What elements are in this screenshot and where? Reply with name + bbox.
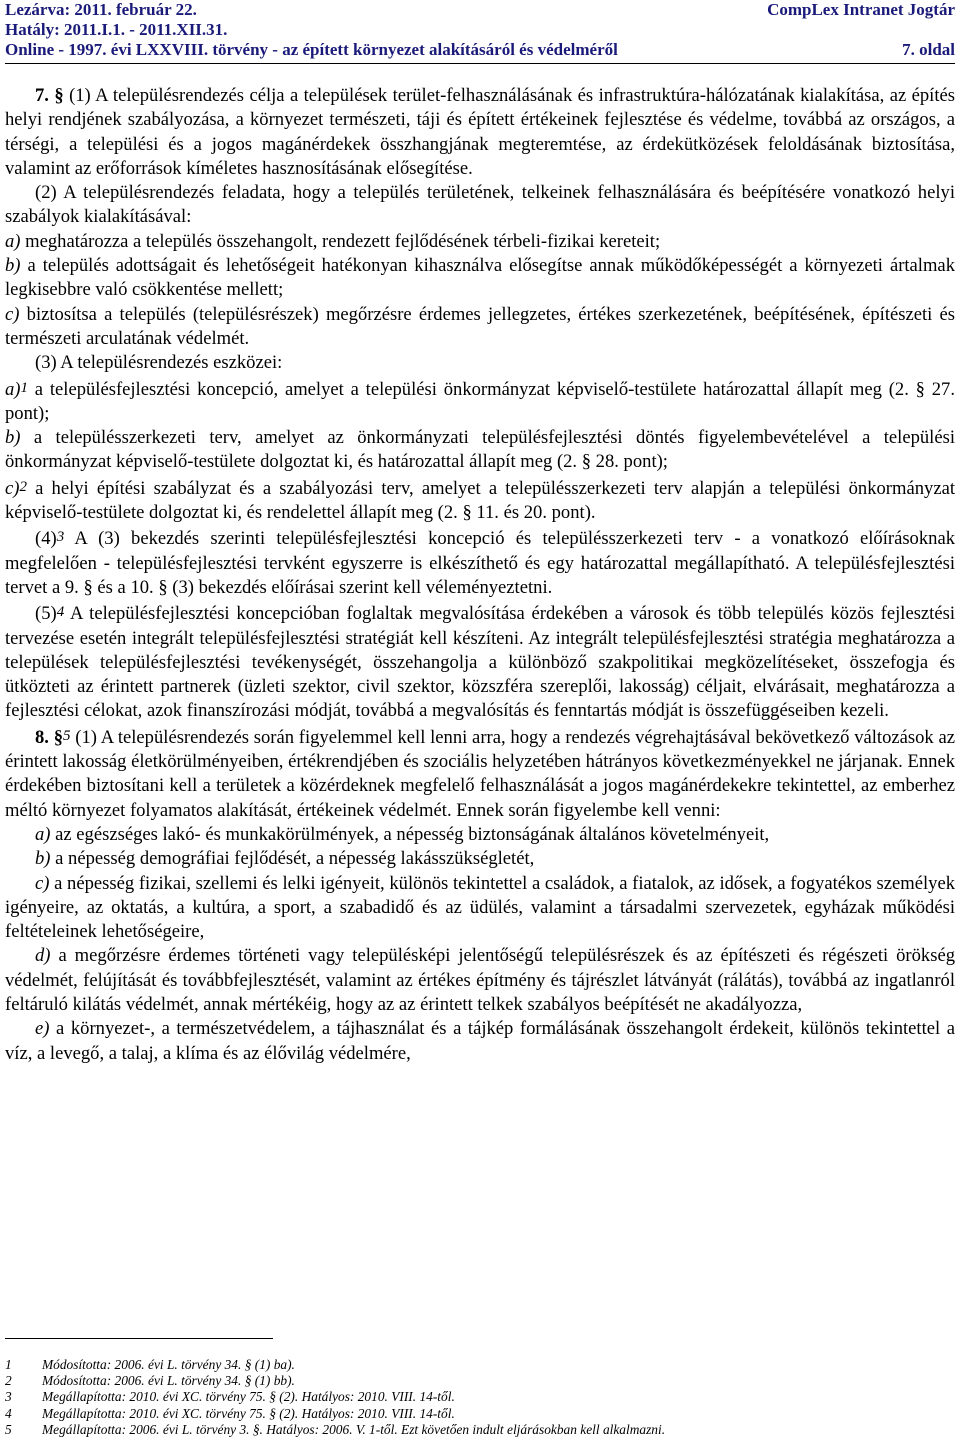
footnote-text: Megállapította: 2010. évi XC. törvény 75. § (2). Hatályos: 2010. VIII. 14-től.	[42, 1389, 455, 1405]
section-7-point-3c: c)2 a helyi építési szabályzat és a szabályozási terv, amelyet a településszerkezeti terv alapján a települési önkormányzat képviselő-testülete dolgoztat ki, és rendelettel állapít meg (2. § 11. és 20. pont).	[5, 477, 955, 524]
section-7-paragraph-3: (3) A településrendezés eszközei:	[35, 352, 283, 374]
footnote-item: 1 Módosította: 2006. évi L. törvény 34. § (1) ba).	[5, 1357, 295, 1372]
footnote-ref-3[interactable]: 3	[56, 529, 65, 546]
footnote-text: Módosította: 2006. évi L. törvény 34. § (1) bb).	[42, 1373, 295, 1389]
section-7-point-2a: a) meghatározza a település összehangolt, rendezett fejlődésének térbeli-fizikai kereteit;	[5, 230, 661, 252]
footnote-divider	[5, 1338, 273, 1339]
footnote-text: Megállapította: 2010. évi XC. törvény 75. § (2). Hatályos: 2010. VIII. 14-től.	[42, 1405, 455, 1421]
header-row-1	[5, 0, 955, 20]
footnote-item: 5 Megállapította: 2006. évi L. törvény 3. §. Hatályos: 2006. V. 1-től. Ezt követően indult eljárásokban kell alkalmazni.	[5, 1421, 666, 1437]
footnote-item: 2 Módosította: 2006. évi L. törvény 34. § (1) bb).	[5, 1373, 295, 1389]
footnote-ref-1[interactable]: 1	[20, 379, 28, 396]
page-number: 7. oldal	[902, 40, 955, 59]
footnote-item: 4 Megállapította: 2010. évi XC. törvény 75. § (2). Hatályos: 2010. VIII. 14-től.	[5, 1405, 455, 1421]
footnote-ref-5[interactable]: 5	[63, 727, 71, 744]
footnotes	[5, 1357, 955, 1438]
section-7-point-2b: b) a település adottságait és lehetőségeit hatékonyan kihasználva elősegítse annak működőképességét a környezeti ártalmak legkisebbre való csökkentése mellett;	[5, 255, 955, 301]
publisher-brand: CompLex Intranet Jogtár	[767, 0, 955, 19]
header-row-2	[5, 20, 955, 40]
page-header	[5, 0, 955, 66]
section-8-point-d: d) a megőrzésre érdemes történeti vagy településképi jelentőségű településrészek és az építészeti és régészeti örökség védelmét, felújítását és továbbfejlesztését, valamint az értékes építmény és tájrészlet látványát (rálátás), továbbá az ingatlanról feltáruló kilátás védelmét, annak mértékéig, hogy az az érintett telkek szabályos beépítését ne akadályozza,	[5, 945, 955, 1015]
closing-date: Lezárva: 2011. február 22.	[5, 0, 197, 19]
section-7-mark: §	[54, 85, 64, 106]
footnote-ref-2[interactable]: 2	[19, 478, 27, 495]
header-divider	[5, 63, 955, 64]
section-7-number: 7.	[35, 85, 49, 106]
section-8-point-e: e) a környezet-, a természetvédelem, a tájhasználat és a tájkép formálásának összehangolt érdekeit, különös tekintettel a víz, a levegő, a talaj, a klíma és az élővilág védelmére,	[5, 1018, 955, 1064]
section-7-paragraph-1: 7. § (1) A településrendezés célja a települések terület-felhasználásának és infrastruktúra-hálózatának kialakítása, az építés helyi rendjének szabályozása, a környezet természeti, táji és épített értékeinek fejlesztése és védelme, továbbá az országos, a térségi, a települési és a jogos magánérdekek összhangjának megteremtése, az érdekütközések feloldásának biztosítása, valamint az erőforrások kíméletes hasznosításának elősegítése.	[5, 85, 955, 179]
law-title: Online - 1997. évi LXXVIII. törvény - az épített környezet alakításáról és védelméről	[5, 40, 618, 59]
header-row-3	[5, 40, 955, 60]
footnote-text: Módosította: 2006. évi L. törvény 34. § (1) ba).	[42, 1357, 295, 1372]
section-8-point-c: c) a népesség fizikai, szellemi és lelki igényeit, különös tekintettel a családok, a fiatalok, az idősek, a fogyatékos személyek igényeire, az oktatás, a kultúra, a sport, a szabadidő és az üdülés, valamint a társadalmi szervezetek, egyházak működési feltételeinek lehetőségeire,	[5, 872, 955, 943]
section-8-paragraph-1: 8. §5 (1) A településrendezés során figyelemmel kell lenni arra, hogy a rendezés végrehajtásával bekövetkező változások az érintett lakosság életkörülményeiben, értékrendjében és szociális helyzetében hátrányos következményekkel ne járjanak. Ennek érdekében biztosítani kell a területek a közérdeknek megfelelő felhasználását a jogos magánérdekekre tekintettel, az emberhez méltó környezet folyamatos alakítását, értékeinek védelmét. Ennek során figyelembe kell venni:	[5, 726, 955, 821]
section-8-number: 8.	[35, 726, 49, 748]
section-7-paragraph-5: (5)4 A településfejlesztési koncepcióban foglaltak megvalósítása érdekében a városok és több település közös fejlesztési tervezése esetén integrált településfejlesztési stratégiát kell készíteni. Az integrált településfejlesztési stratégia meghatározza a települések településfejlesztési tevékenységét, összehangolja a különböző szakpolitikai megközelítéseket, összefogja és ütközteti az érintett partnerek (üzleti szektor, civil szektor, közszféra szereplői, lakosság) céljait, elvárásait, meghatározza a fejlesztési célokat, azok finanszírozási módját, továbbá a megvalósítás és fenntartás módját is összefüggéseiben kezeli.	[5, 603, 955, 722]
section-8-point-b: b) a népesség demográfiai fejlődését, a népesség lakásszükségletét,	[35, 848, 535, 870]
section-8-mark: §	[53, 726, 64, 748]
section-7-paragraph-4: (4)3 A (3) bekezdés szerinti településfejlesztési koncepció és településszerkezeti terv - a vonatkozó előírásoknak megfelelően - településfejlesztési tervként egyszerre is elkészíthető és egy határozattal megállapítható. A településfejlesztési tervet a 9. § és a 10. § (3) bekezdés előírásai szerint kell véleményeztetni.	[5, 528, 955, 598]
validity-range: Hatály: 2011.I.1. - 2011.XII.31.	[5, 20, 228, 39]
section-7-point-2c: c) biztosítsa a település (településrészek) megőrzésre érdemes jellegzetes, értékes szerkezetének, beépítésének, építészeti és természeti arculatának védelmét.	[5, 303, 955, 349]
footnote-text: Megállapította: 2006. évi L. törvény 3. §. Hatályos: 2006. V. 1-től. Ezt követően indult eljárásokban kell alkalmazni.	[42, 1421, 666, 1437]
footnote-item: 3 Megállapította: 2010. évi XC. törvény 75. § (2). Hatályos: 2010. VIII. 14-től.	[5, 1389, 455, 1405]
section-7-point-3a: a)1 a településfejlesztési koncepció, amelyet a települési önkormányzat képviselő-testülete határozattal állapít meg (2. § 27. pont);	[5, 378, 955, 424]
section-7-point-3b: b) a településszerkezeti terv, amelyet az önkormányzati településfejlesztési döntés figyelembevételével a települési önkormányzat képviselő-testülete dolgoztat ki, és határozattal állapít meg (2. § 28. pont);	[5, 427, 955, 473]
section-7-paragraph-2: (2) A településrendezés feladata, hogy a település területének, telkeinek felhasználására és beépítésére vonatkozó helyi szabályok kialakításával:	[5, 182, 955, 228]
footnote-ref-4[interactable]: 4	[56, 604, 65, 621]
section-8-point-a: a) az egészséges lakó- és munkakörülmények, a népesség biztonságának általános követelményeit,	[35, 823, 770, 845]
document-body	[5, 84, 955, 1066]
